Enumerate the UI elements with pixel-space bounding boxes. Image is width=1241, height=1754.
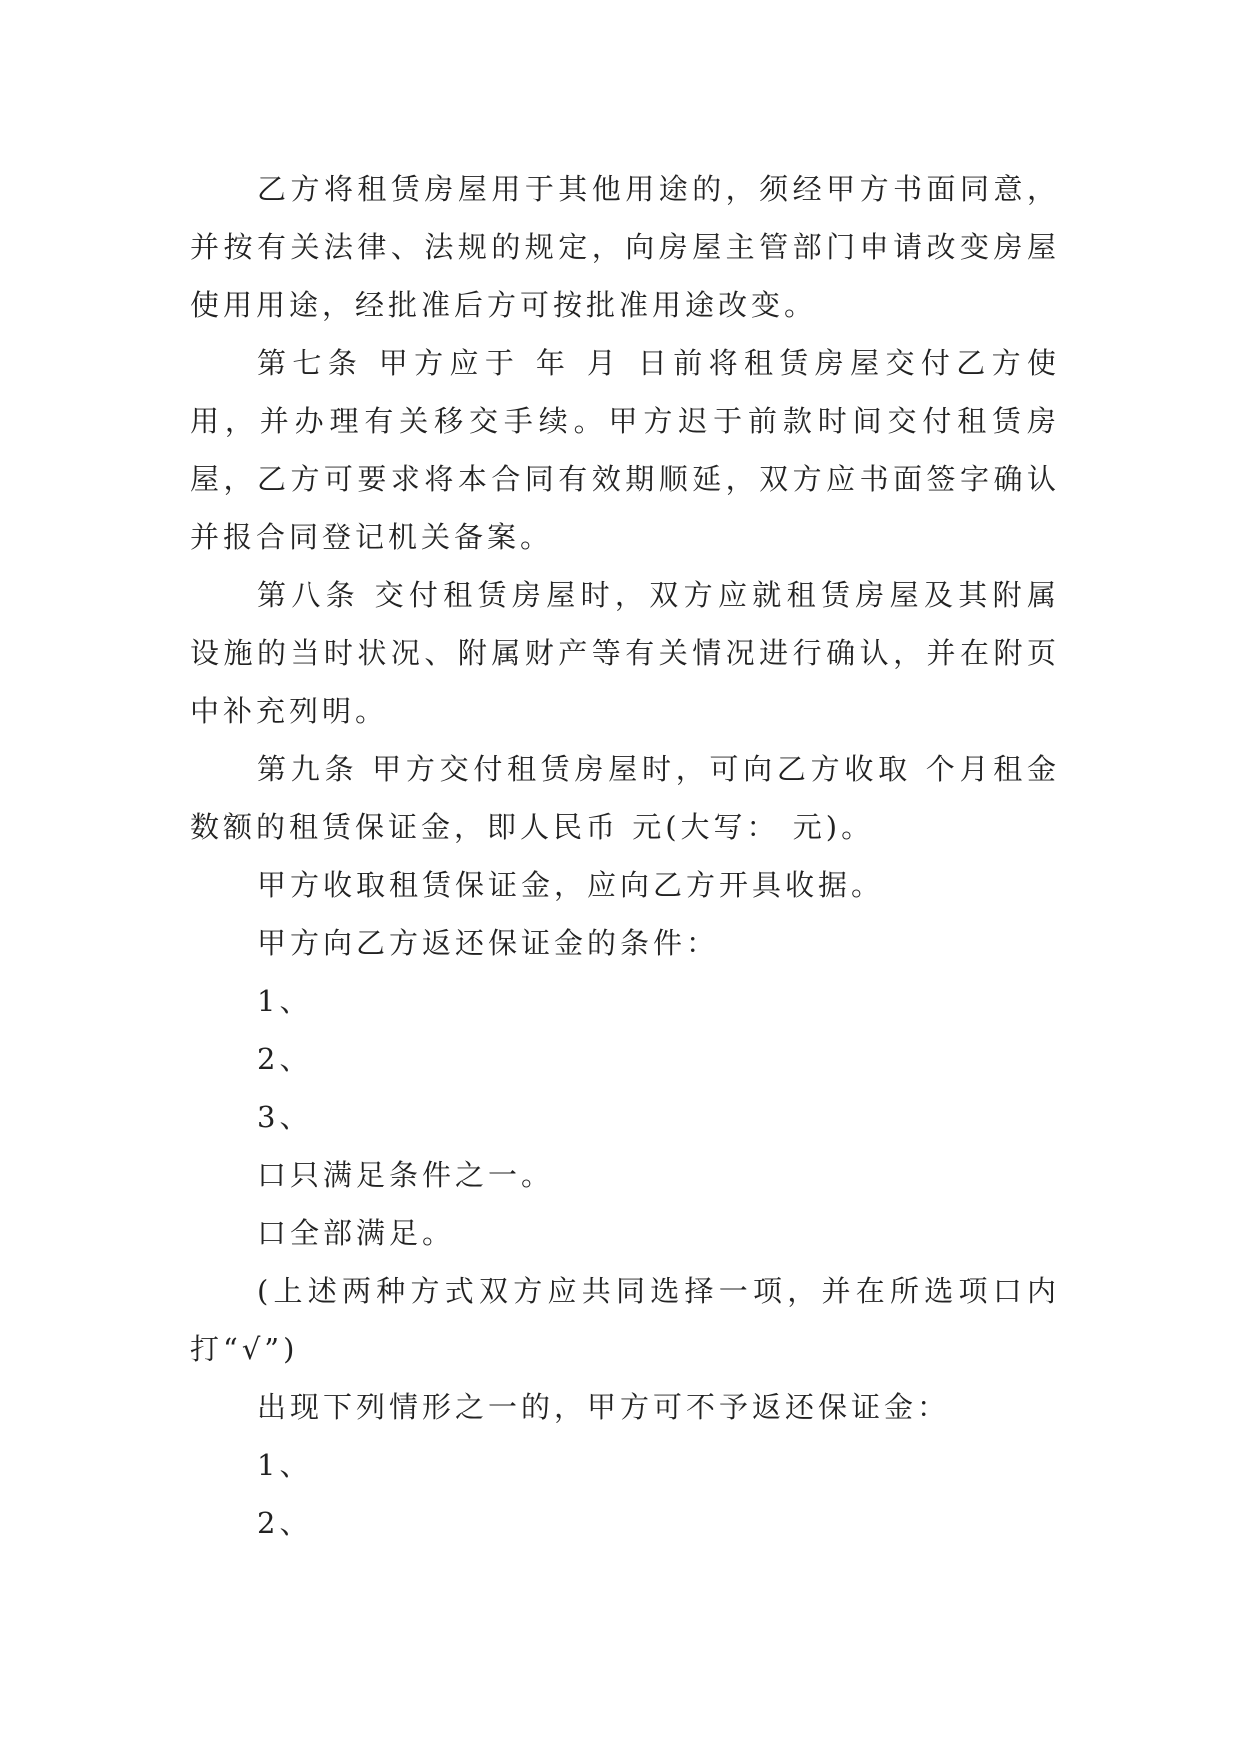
list-item-case-2: 2、 [257, 1506, 313, 1540]
paragraph-article-7: 第七条 甲方应于 年 月 日前将租赁房屋交付乙方使用，并办理有关移交手续。甲方迟于前款时间交付租赁房屋，乙方可要求将本合同有效期顺延，双方应书面签字确认并报合同登记机关备案。 [190, 346, 1060, 554]
paragraph-article-9: 第九条 甲方交付租赁房屋时，可向乙方收取 个月租金数额的租赁保证金，即人民币 元(大写： 元)。 [190, 752, 1060, 844]
paragraph-no-return-cases: 出现下列情形之一的，甲方可不予返还保证金： [257, 1390, 951, 1424]
document-body [190, 160, 1060, 1552]
list-item-condition-3: 3、 [257, 1100, 313, 1134]
paragraph-selection-note: (上述两种方式双方应共同选择一项，并在所选项口内打“√”) [190, 1274, 1060, 1366]
paragraph-receipt: 甲方收取租赁保证金，应向乙方开具收据。 [257, 868, 885, 902]
checkbox-option-one-condition: 口只满足条件之一。 [257, 1158, 555, 1192]
paragraph-return-conditions: 甲方向乙方返还保证金的条件： [257, 926, 720, 960]
checkbox-option-all-conditions: 口全部满足。 [257, 1216, 456, 1250]
paragraph-usage-change: 乙方将租赁房屋用于其他用途的，须经甲方书面同意，并按有关法律、法规的规定，向房屋主管部门申请改变房屋使用用途，经批准后方可按批准用途改变。 [190, 172, 1060, 322]
paragraph-article-8: 第八条 交付租赁房屋时，双方应就租赁房屋及其附属设施的当时状况、附属财产等有关情况进行确认，并在附页中补充列明。 [190, 578, 1060, 728]
list-item-case-1: 1、 [257, 1448, 313, 1482]
list-item-condition-1: 1、 [257, 984, 313, 1018]
list-item-condition-2: 2、 [257, 1042, 313, 1076]
